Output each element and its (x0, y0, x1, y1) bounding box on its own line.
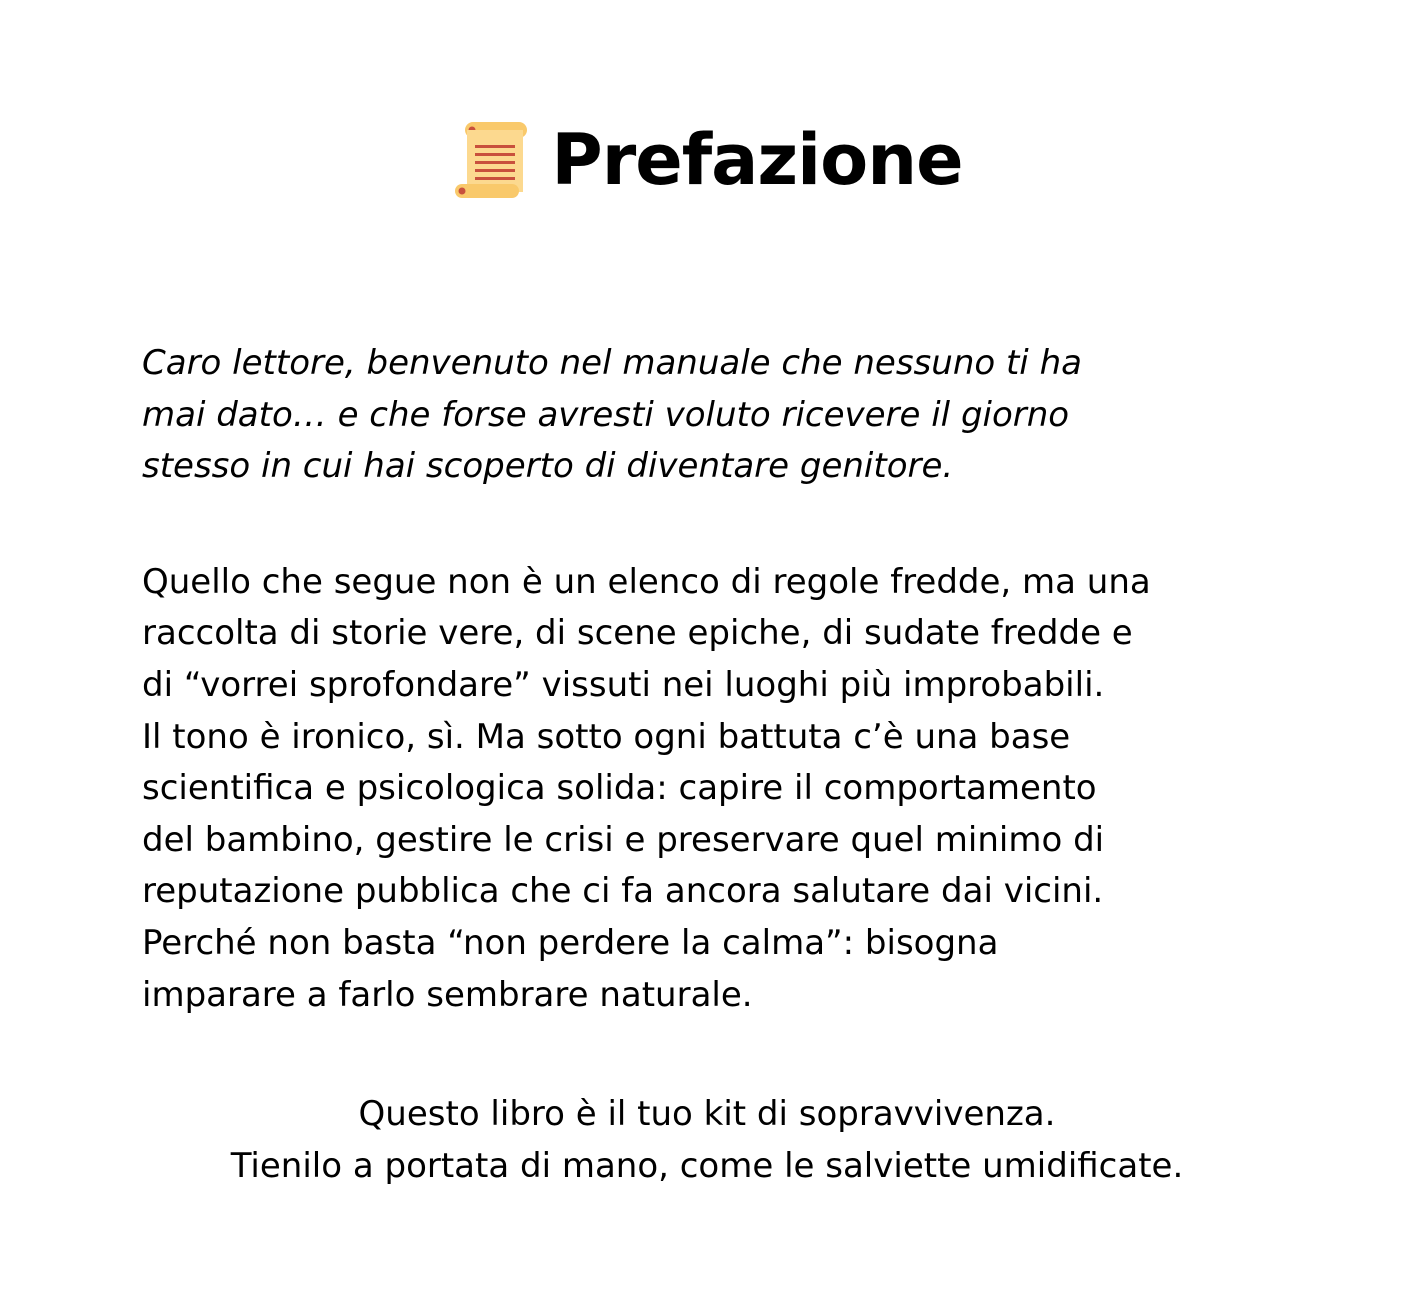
closing-line-2: Tienilo a portata di mano, come le salviette umidificate. (230, 1146, 1184, 1186)
closing-line-1: Questo libro è il tuo kit di sopravvivenza. (358, 1094, 1056, 1134)
intro-paragraph: Caro lettore, benvenuto nel manuale che nessuno ti ha mai dato… e che forse avresti voluto ricevere il giorno stesso in cui hai scoperto di diventare genitore. (142, 343, 1082, 487)
preface-content (142, 338, 1292, 1021)
scroll-icon (451, 118, 531, 202)
closing-lines (0, 1088, 1414, 1192)
title-row (0, 118, 1414, 202)
page-title: Prefazione (551, 119, 963, 201)
body-paragraph: Quello che segue non è un elenco di regole fredde, ma una raccolta di storie vere, di scene epiche, di sudate fredde e di “vorrei sprofondare” vissuti nei luoghi più improbabili. Il tono è ironico, sì. Ma sotto ogni battuta c’è una base scientifica e psicologica solida: capire il comportamento del bambino, gestire le crisi e preservare quel minimo di reputazione pubblica che ci fa ancora salutare dai vicini. Perché non basta “non perdere la calma”: bisogna imparare a farlo sembrare naturale. (142, 561, 1151, 1015)
